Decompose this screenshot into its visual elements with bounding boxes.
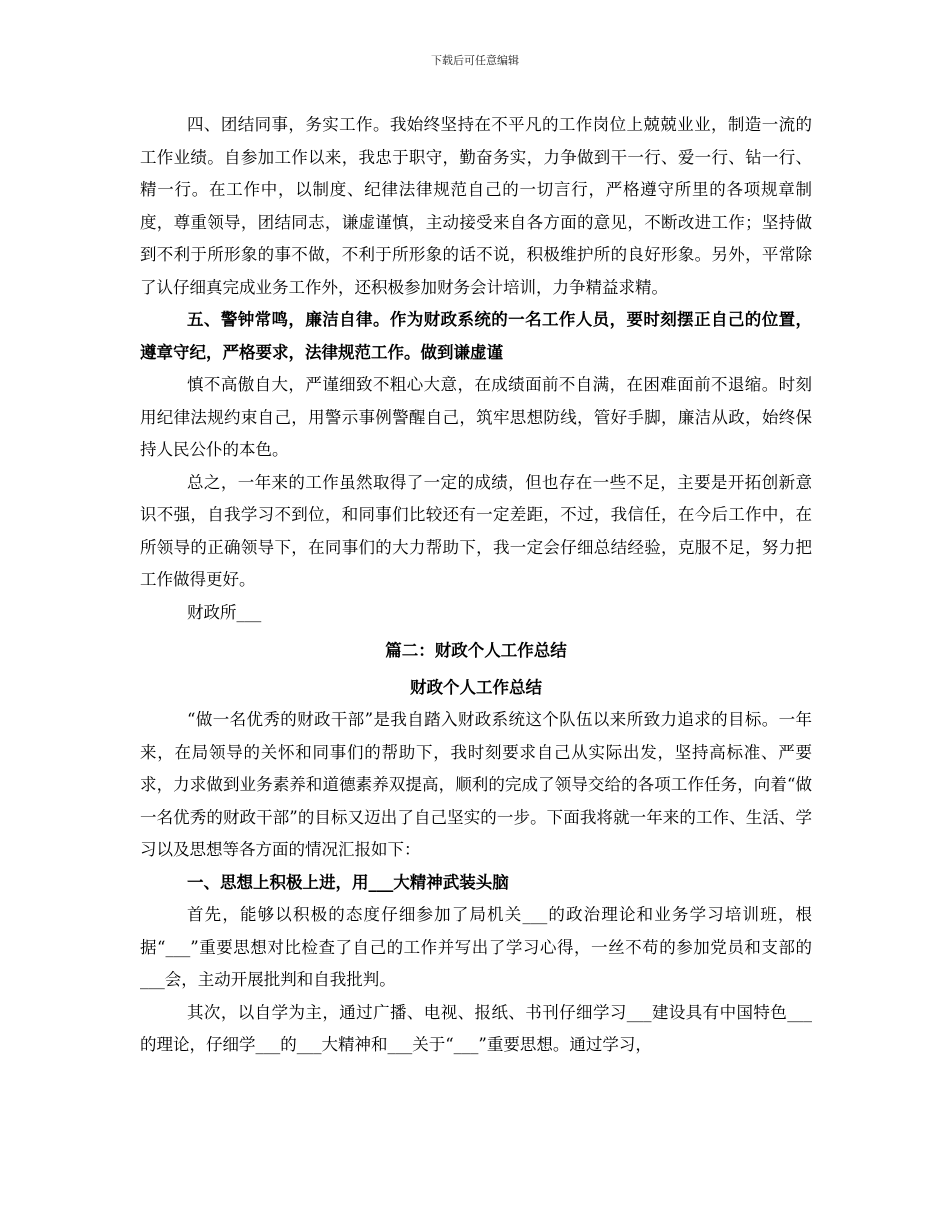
paragraph-conclusion: 总之，一年来的工作虽然取得了一定的成绩，但也存在一些不足，主要是开拓创新意识不强，自我学习不到位，和同事们比较还有一定差距，不过，我信任，在今后工作中，在所领导的正确领导下，在同事们的大力帮助下，我一定会仔细总结经验，克服不足，努力把工作做得更好。 [140, 472, 812, 589]
page-header-note: 下载后可任意编辑 [431, 54, 519, 67]
paragraph-second: 其次，以自学为主，通过广播、电视、报纸、书刊仔细学习___建设具有中国特色___的理论，仔细学___的___大精神和___关于“___”重要思想。通过学习， [140, 1002, 812, 1054]
document-body [140, 109, 812, 1062]
paragraph-first: 首先，能够以积极的态度仔细参加了局机关___的政治理论和业务学习培训班，根据“___”重要思想对比检查了自己的工作并写出了学习心得，一丝不苟的参加党员和支部的___会，主动开展批判和自我批判。 [140, 905, 812, 989]
paragraph-unity-colleagues: 四、团结同事，务实工作。我始终坚持在不平凡的工作岗位上兢兢业业，制造一流的工作业绩。自参加工作以来，我忠于职守，勤奋务实，力争做到干一行、爱一行、钻一行、精一行。在工作中，以制度、纪律法律规范自己的一切言行，严格遵守所里的各项规章制度，尊重领导，团结同志，谦虚谨慎，主动接受来自各方面的意见，不断改进工作；坚持做到不利于所形象的事不做，不利于所形象的话不说，积极维护所的良好形象。另外，平常除了认仔细真完成业务工作外，还积极参加财务会计培训，力争精益求精。 [140, 115, 812, 297]
signature-line: 财政所___ [187, 602, 262, 622]
document-title: 财政个人工作总结 [410, 677, 542, 697]
paragraph-integrity-heading: 五、警钟常鸣，廉洁自律。作为财政系统的一名工作人员，要时刻摆正自己的位置，遵章守纪，严格要求，法律规范工作。做到谦虚谨 [140, 310, 812, 362]
paragraph-integrity-body: 慎不高傲自大，严谨细致不粗心大意，在成绩面前不自满，在困难面前不退缩。时刻用纪律法规约束自己，用警示事例警醒自己，筑牢思想防线，管好手脚，廉洁从政，始终保持人民公仆的本色。 [140, 375, 812, 459]
section-title: 篇二：财政个人工作总结 [385, 641, 567, 660]
subheading-ideology: 一、思想上积极上进，用___大精神武装头脑 [187, 872, 509, 892]
paragraph-intro: “做一名优秀的财政干部”是我自踏入财政系统这个队伍以来所致力追求的目标。一年来，在局领导的关怀和同事们的帮助下，我时刻要求自己从实际出发，坚持高标准、严要求，力求做到业务素养和道德素养双提高，顺利的完成了领导交给的各项工作任务，向着“做一名优秀的财政干部”的目标又迈出了自己坚实的一步。下面我将就一年来的工作、生活、学习以及思想等各方面的情况汇报如下： [140, 710, 812, 859]
